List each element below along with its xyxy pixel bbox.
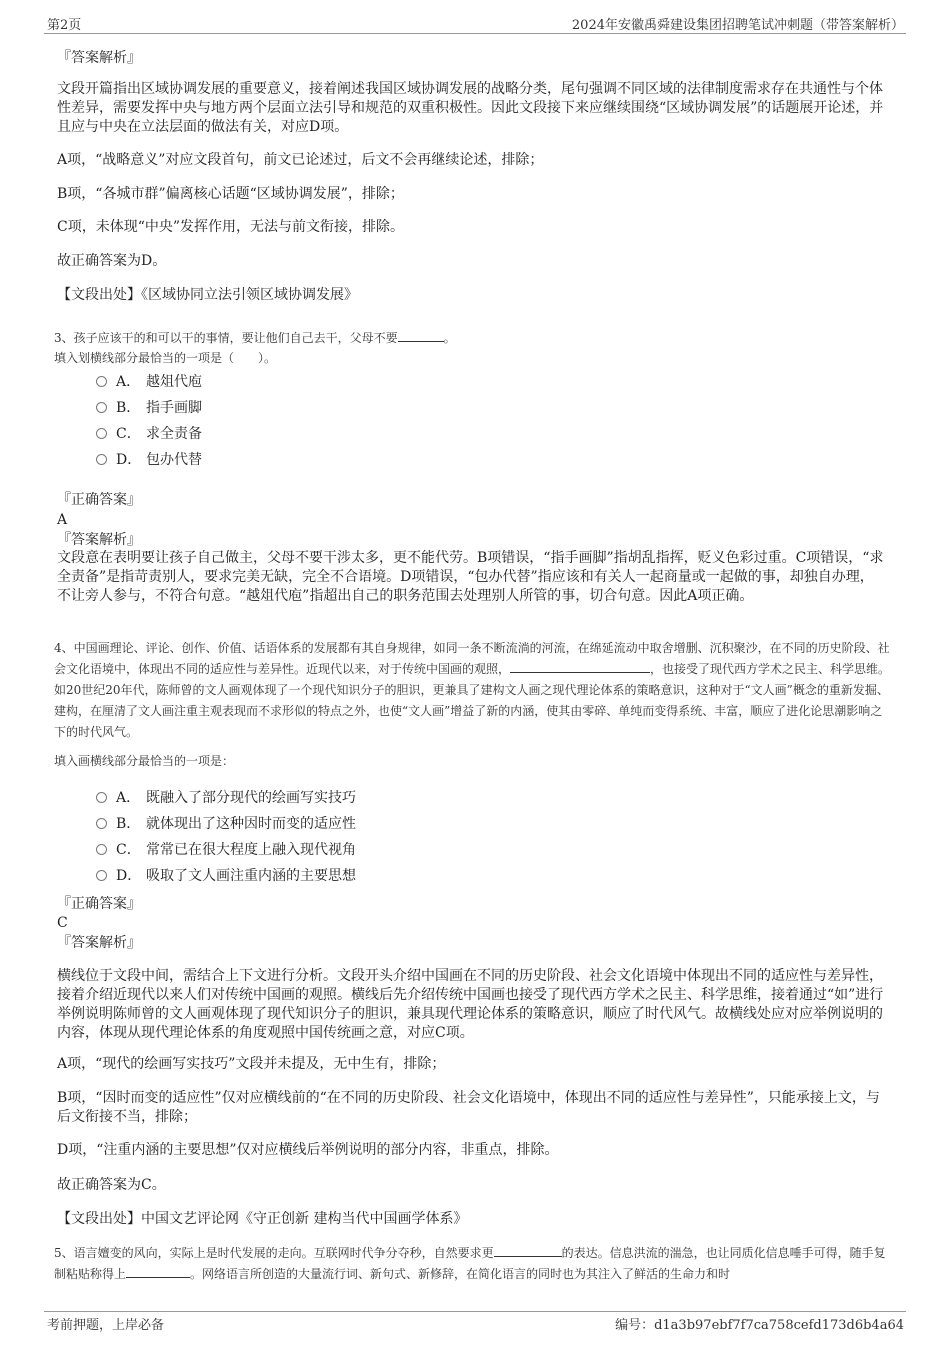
document-code: 编号：d1a3b97ebf7f7ca758cefd173d6b4a64 <box>615 1318 904 1333</box>
q4-option-d[interactable]: D． 吸取了文人画注重内涵的主要思想 <box>96 867 356 885</box>
q4-prompt: 填入画横线部分最恰当的一项是： <box>54 754 235 768</box>
radio-icon[interactable] <box>96 844 107 855</box>
radio-icon[interactable] <box>96 454 107 465</box>
q2-conclusion: 故正确答案为D。 <box>57 253 167 269</box>
radio-icon[interactable] <box>96 870 107 881</box>
q4-blank <box>510 660 650 673</box>
document-title: 2024年安徽禹舜建设集团招聘笔试冲刺题（带答案解析） <box>571 18 904 33</box>
footer-slogan: 考前押题，上岸必备 <box>47 1318 165 1333</box>
q4-option-d-explanation: D项，“注重内涵的主要思想”仅对应横线后举例说明的部分内容，非重点，排除。 <box>57 1142 559 1158</box>
q4-passage: 4、中国画理论、评论、创作、价值、话语体系的发展都有其自身规律，如同一条不断流淌的河流，在绵延流动中取舍增删、沉积聚沙，在不同的历史阶段、社会文化语境中，体现出不同的适应性与差异性。近现代以来，对于传统中国画的观照， ，也接受了现代西方学术之民主、科学思维。如20世纪20年代，陈师曾的文人画观体现了一个现代知识分子的胆识，更兼具了建构文人画之现代理论体系的策略意识，这种对于“文人画”概念的重新发掘、建构，在厘清了文人画注重主观表现而不求形似的特点之外，也使“文人画”增益了新的内涵，使其由零碎、单纯而变得系统、丰富，顺应了进化论思潮影响之下的时代风气。 <box>54 641 891 739</box>
q4-option-a[interactable]: A． 既融入了部分现代的绘画写实技巧 <box>96 789 356 807</box>
q3-option-d[interactable]: D． 包办代替 <box>96 451 202 469</box>
q3-option-a[interactable]: A． 越俎代庖 <box>96 373 202 391</box>
q4-option-b[interactable]: B． 就体现出了这种因时而变的适应性 <box>96 815 356 833</box>
q4-source: 【文段出处】中国文艺评论网《守正创新 建构当代中国画学体系》 <box>57 1211 468 1227</box>
q3-prompt: 填入划横线部分最恰当的一项是（ ）。 <box>54 351 277 365</box>
q4-option-b-explanation: B项，“因时而变的适应性”仅对应横线前的“在不同的历史阶段、社会文化语境中，体现出不同的适应性与差异性”，只能承接上文，与后文衔接不当，排除； <box>57 1090 880 1125</box>
q4-analysis: 横线位于文段中间，需结合上下文进行分析。文段开头介绍中国画在不同的历史阶段、社会文化语境中体现出不同的适应性与差异性，接着介绍近现代以来人们对传统中国画的观照。横线后先介绍传统中国画也接受了现代西方学术之民主、科学思维，接着通过“如”进行举例说明陈师曾的文人画观体现了现代知识分子的胆识，兼具现代理论体系的策略意识，顺应了时代风气。故横线处应对应举例说明的内容，体现从现代理论体系的角度观照中国传统画之意，对应C项。 <box>57 968 884 1041</box>
q4-analysis-label: 『答案解析』 <box>57 935 141 951</box>
radio-icon[interactable] <box>96 402 107 413</box>
page-number: 第2页 <box>47 18 82 33</box>
q2-option-b-explanation: B项，“各城市群”偏离核心话题“区域协调发展”，排除； <box>57 186 404 202</box>
q3-analysis: 文段意在表明要让孩子自己做主，父母不要干涉太多，更不能代劳。B项错误，“指手画脚”指胡乱指挥，贬义色彩过重。C项错误，“求全责备”是指苛责别人，要求完美无缺，完全不合语境。D项错误，“包办代替”指应该和有关人一起商量或一起做的事，却独自办理，不让旁人参与，不符合句意。“越俎代庖”指超出自己的职务范围去处理别人所管的事，切合句意。因此A项正确。 <box>57 550 884 604</box>
q5-passage: 5、语言嬗变的风向，实际上是时代发展的走向。互联网时代争分夺秒，自然要求更 的表达。信息洪流的湍急，也让同质化信息唾手可得，随手复制粘贴称得上 。网络语言所创造的大量流行词、新句式、新修辞，在简化语言的同时也为其注入了鲜活的生命力和时 <box>54 1246 886 1281</box>
q2-analysis-label: 『答案解析』 <box>57 50 141 66</box>
footer-divider <box>44 1311 906 1312</box>
header-divider <box>44 33 906 34</box>
q4-answer: C <box>57 915 68 931</box>
q3-answer: A <box>57 512 68 528</box>
q3-option-c[interactable]: C． 求全责备 <box>96 425 202 443</box>
q4-answer-label: 『正确答案』 <box>57 896 141 912</box>
radio-icon[interactable] <box>96 428 107 439</box>
q4-option-a-explanation: A项，“现代的绘画写实技巧”文段并未提及，无中生有，排除； <box>57 1056 446 1072</box>
q3-option-b[interactable]: B． 指手画脚 <box>96 399 202 417</box>
q3-analysis-label: 『答案解析』 <box>57 532 141 548</box>
q3-stem: 3、孩子应该干的和可以干的事情，要让他们自己去干，父母不要 。 <box>54 331 456 345</box>
q3-answer-label: 『正确答案』 <box>57 492 141 508</box>
q5-blank-1 <box>494 1244 562 1257</box>
radio-icon[interactable] <box>96 376 107 387</box>
q5-blank-2 <box>126 1265 190 1278</box>
q3-blank <box>398 329 444 342</box>
radio-icon[interactable] <box>96 818 107 829</box>
q4-conclusion: 故正确答案为C。 <box>57 1177 166 1193</box>
q2-analysis: 文段开篇指出区域协调发展的重要意义，接着阐述我国区域协调发展的战略分类，尾句强调不同区域的法律制度需求存在共通性与个体性差异，需要发挥中央与地方两个层面立法引导和规范的双重积极性。因此文段接下来应继续围绕“区域协调发展”的话题展开论述，并且应与中央在立法层面的做法有关，对应D项。 <box>57 81 884 135</box>
q2-option-c-explanation: C项，未体现“中央”发挥作用，无法与前文衔接，排除。 <box>57 219 405 235</box>
radio-icon[interactable] <box>96 792 107 803</box>
q2-source: 【文段出处】《区域协同立法引领区域协调发展》 <box>57 287 358 303</box>
q2-option-a-explanation: A项，“战略意义”对应文段首句，前文已论述过，后文不会再继续论述，排除； <box>57 152 544 168</box>
q4-option-c[interactable]: C． 常常已在很大程度上融入现代视角 <box>96 841 356 859</box>
